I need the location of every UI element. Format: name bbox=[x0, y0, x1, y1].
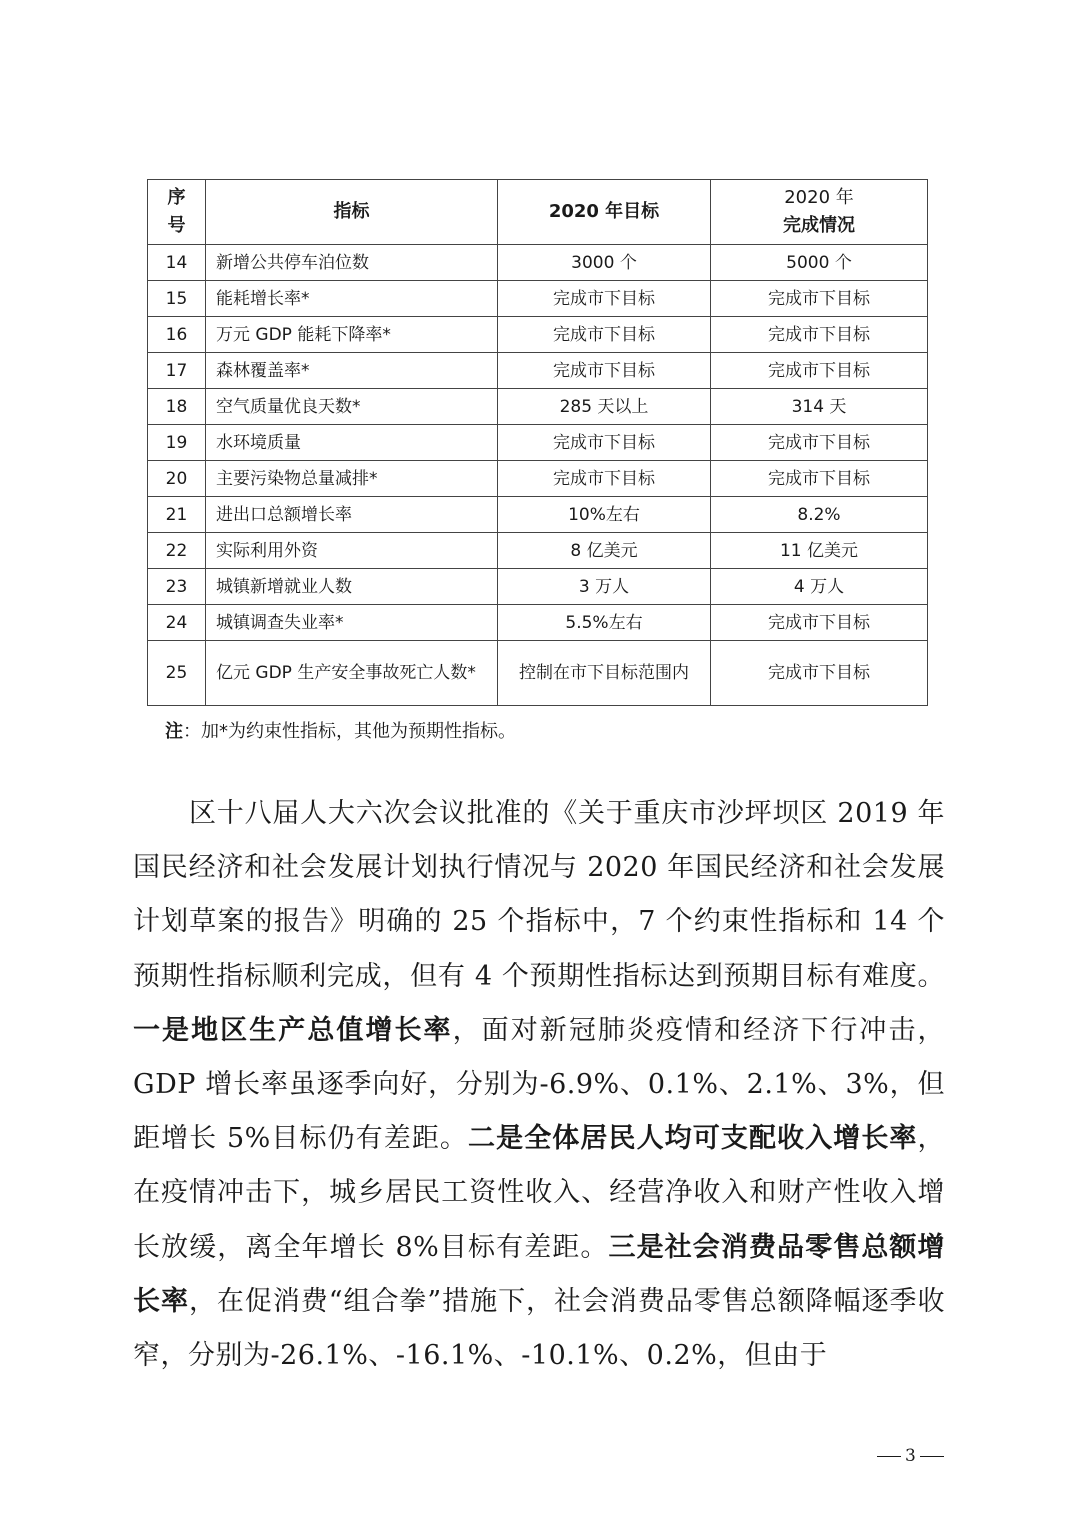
row-number: 19 bbox=[148, 425, 206, 461]
table-row bbox=[148, 317, 928, 353]
table-row bbox=[148, 245, 928, 281]
header-completion-line2: 完成情况 bbox=[783, 215, 855, 236]
row-number: 14 bbox=[148, 245, 206, 281]
table-row bbox=[148, 497, 928, 533]
header-indicator: 指标 bbox=[206, 180, 498, 245]
row-target: 完成市下目标 bbox=[498, 317, 711, 353]
row-target: 3 万人 bbox=[498, 569, 711, 605]
row-indicator: 森林覆盖率* bbox=[206, 353, 498, 389]
row-indicator: 实际利用外资 bbox=[206, 533, 498, 569]
row-number: 17 bbox=[148, 353, 206, 389]
row-target: 完成市下目标 bbox=[498, 461, 711, 497]
row-target: 3000 个 bbox=[498, 245, 711, 281]
row-indicator: 水环境质量 bbox=[206, 425, 498, 461]
page-number-dash-right bbox=[920, 1456, 944, 1457]
footnote-text: ：加*为约束性指标，其他为预期性指标。 bbox=[183, 721, 516, 742]
row-target: 完成市下目标 bbox=[498, 425, 711, 461]
row-number: 23 bbox=[148, 569, 206, 605]
row-completion: 完成市下目标 bbox=[711, 281, 928, 317]
page-number bbox=[873, 1446, 948, 1466]
emphasis-gdp-growth: 一是地区生产总值增长率 bbox=[133, 1014, 453, 1046]
header-target: 2020 年目标 bbox=[498, 180, 711, 245]
row-completion: 完成市下目标 bbox=[711, 425, 928, 461]
row-indicator: 城镇调查失业率* bbox=[206, 605, 498, 641]
indicator-table bbox=[147, 179, 928, 706]
row-completion: 11 亿美元 bbox=[711, 533, 928, 569]
header-serial-number bbox=[148, 180, 206, 245]
row-completion: 8.2% bbox=[711, 497, 928, 533]
row-number: 24 bbox=[148, 605, 206, 641]
row-completion: 完成市下目标 bbox=[711, 461, 928, 497]
paragraph-retail-detail: ，在促消费“组合拳”措施下，社会消费品零售总额降幅逐季收窄，分别为-26.1%、-16.1%、-10.1%、0.2%，但由于 bbox=[133, 1285, 946, 1372]
table-row bbox=[148, 389, 928, 425]
row-target: 285 天以上 bbox=[498, 389, 711, 425]
table-row bbox=[148, 641, 928, 706]
row-number: 18 bbox=[148, 389, 206, 425]
page-number-value: 3 bbox=[905, 1446, 916, 1466]
row-number: 15 bbox=[148, 281, 206, 317]
header-completion-line1: 2020 年 bbox=[784, 187, 854, 208]
table-row bbox=[148, 533, 928, 569]
row-target: 8 亿美元 bbox=[498, 533, 711, 569]
row-completion: 完成市下目标 bbox=[711, 317, 928, 353]
header-serial-line1: 序 bbox=[167, 187, 186, 208]
row-indicator: 新增公共停车泊位数 bbox=[206, 245, 498, 281]
table-row bbox=[148, 353, 928, 389]
emphasis-income-growth: 二是全体居民人均可支配收入增长率 bbox=[468, 1123, 918, 1155]
row-indicator: 主要污染物总量减排* bbox=[206, 461, 498, 497]
row-completion: 5000 个 bbox=[711, 245, 928, 281]
footnote-label: 注 bbox=[165, 721, 183, 742]
table-footnote bbox=[165, 718, 516, 746]
body-paragraph bbox=[133, 787, 945, 1383]
paragraph-intro: 区十八届人大六次会议批准的《关于重庆市沙坪坝区 2019 年国民经济和社会发展计划执行情况与 2020 年国民经济和社会发展计划草案的报告》明确的 25 个指标中，7 个约束性指标和 14 个预期性指标顺利完成，但有 4 个预期性指标达到预期目标有难度。 bbox=[133, 798, 945, 992]
row-completion: 4 万人 bbox=[711, 569, 928, 605]
table-row bbox=[148, 281, 928, 317]
row-target: 10%左右 bbox=[498, 497, 711, 533]
row-completion: 完成市下目标 bbox=[711, 641, 928, 706]
header-completion bbox=[711, 180, 928, 245]
table-row bbox=[148, 605, 928, 641]
row-completion: 314 天 bbox=[711, 389, 928, 425]
table-row bbox=[148, 461, 928, 497]
row-indicator: 进出口总额增长率 bbox=[206, 497, 498, 533]
row-target: 完成市下目标 bbox=[498, 281, 711, 317]
table-row bbox=[148, 425, 928, 461]
indicator-table-container bbox=[147, 179, 927, 706]
row-completion: 完成市下目标 bbox=[711, 605, 928, 641]
header-serial-line2: 号 bbox=[167, 215, 186, 236]
row-target: 完成市下目标 bbox=[498, 353, 711, 389]
row-indicator: 能耗增长率* bbox=[206, 281, 498, 317]
row-indicator: 亿元 GDP 生产安全事故死亡人数* bbox=[206, 641, 498, 706]
table-row bbox=[148, 569, 928, 605]
paragraph-income-detail: ，在疫情冲击下，城乡居民工资性收入、经营净收入和财产性收入增长放缓，离全年增长 8%目标有差距。 bbox=[133, 1123, 946, 1263]
row-target: 5.5%左右 bbox=[498, 605, 711, 641]
row-indicator: 城镇新增就业人数 bbox=[206, 569, 498, 605]
row-number: 21 bbox=[148, 497, 206, 533]
emphasis-retail-growth: 三是社会消费品零售总额增长率 bbox=[133, 1231, 945, 1317]
row-indicator: 万元 GDP 能耗下降率* bbox=[206, 317, 498, 353]
row-number: 16 bbox=[148, 317, 206, 353]
paragraph-gdp-detail: ，面对新冠肺炎疫情和经济下行冲击，GDP 增长率虽逐季向好，分别为-6.9%、0.1%、2.1%、3%，但距增长 5%目标仍有差距。 bbox=[133, 1014, 946, 1155]
row-indicator: 空气质量优良天数* bbox=[206, 389, 498, 425]
row-number: 25 bbox=[148, 641, 206, 706]
page-number-dash-left bbox=[877, 1456, 901, 1457]
row-number: 22 bbox=[148, 533, 206, 569]
row-number: 20 bbox=[148, 461, 206, 497]
row-target: 控制在市下目标范围内 bbox=[498, 641, 711, 706]
table-header-row bbox=[148, 180, 928, 245]
row-completion: 完成市下目标 bbox=[711, 353, 928, 389]
